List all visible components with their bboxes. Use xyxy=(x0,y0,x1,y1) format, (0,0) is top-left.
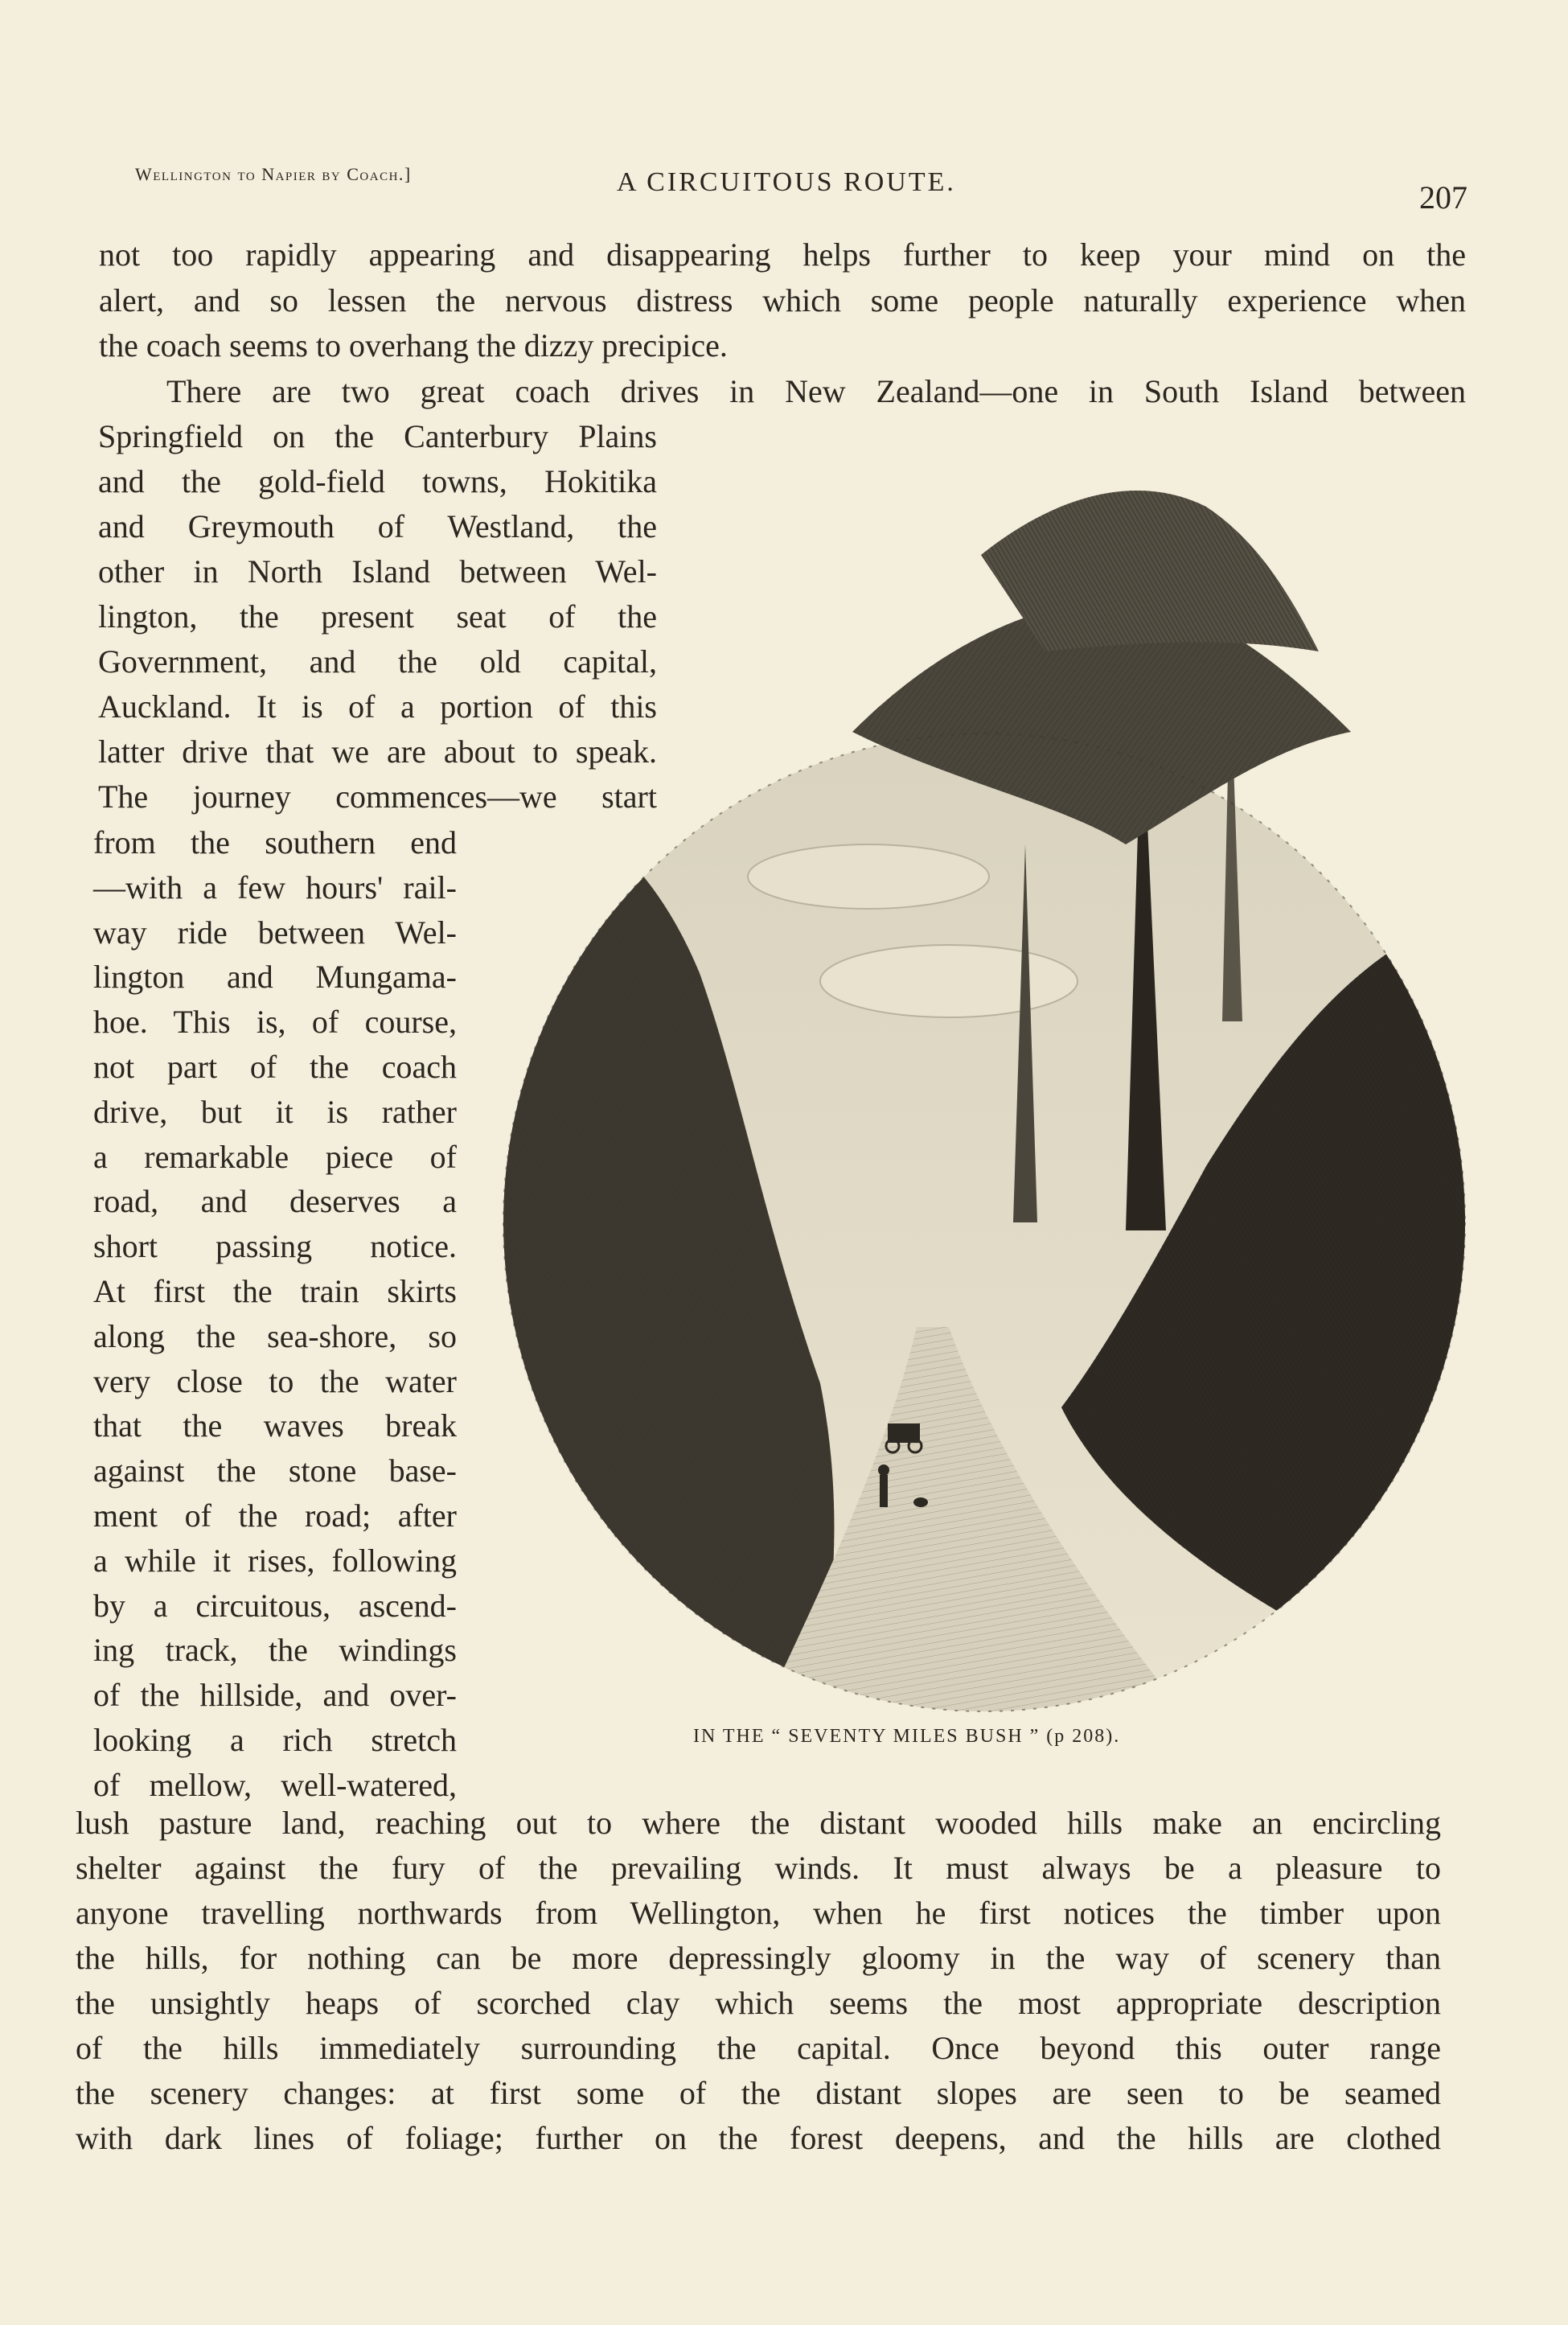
text-line: At first the train skirts xyxy=(93,1273,457,1309)
engraving-forest-road xyxy=(499,458,1480,1761)
text-line: by a circuitous, ascend- xyxy=(93,1587,457,1624)
text-line: against the stone base- xyxy=(93,1452,457,1489)
text-line: short passing notice. xyxy=(93,1228,457,1265)
running-head-chapter: Wellington to Napier by Coach.] xyxy=(135,164,412,184)
text-line: alert, and so lessen the nervous distress which some people naturally experience when xyxy=(99,281,1466,318)
text-line: latter drive that we are about to speak. xyxy=(98,733,657,770)
text-line: anyone travelling northwards from Wellington, when he first notices the timber upon xyxy=(76,1895,1441,1931)
text-line: ment of the road; after xyxy=(93,1497,457,1534)
text-line: the hills, for nothing can be more depressingly gloomy in the way of scenery than xyxy=(76,1940,1441,1976)
text-line: The journey commences—we start xyxy=(98,778,657,815)
text-line: from the southern end xyxy=(93,824,457,861)
text-line: lington, the present seat of the xyxy=(98,598,657,635)
text-line: that the waves break xyxy=(93,1407,457,1444)
text-line: the coach seems to overhang the dizzy precipice. xyxy=(99,327,728,364)
text-line: a remarkable piece of xyxy=(93,1138,457,1175)
text-line: looking a rich stretch xyxy=(93,1722,457,1758)
text-line: other in North Island between Wel- xyxy=(98,553,657,589)
text-line: lington and Mungama- xyxy=(93,959,457,996)
text-line: Auckland. It is of a portion of this xyxy=(98,688,657,725)
text-line: lush pasture land, reaching out to where the distant wooded hills make an encircling xyxy=(76,1805,1441,1841)
running-head xyxy=(133,158,1467,216)
text-line: shelter against the fury of the prevailing winds. It must always be a pleasure to xyxy=(76,1850,1441,1886)
text-line: ing track, the windings xyxy=(93,1632,457,1669)
text-line: of the hills immediately surrounding the capital. Once beyond this outer range xyxy=(76,2030,1441,2066)
text-line: Government, and the old capital, xyxy=(98,643,657,680)
text-line: —with a few hours' rail- xyxy=(93,869,457,906)
text-line: hoe. This is, of course, xyxy=(93,1004,457,1041)
figure-caption: IN THE “ SEVENTY MILES BUSH ” (p 208). xyxy=(693,1726,1121,1747)
text-line: with dark lines of foliage; further on the forest deepens, and the hills are clothed xyxy=(76,2120,1441,2156)
text-line: There are two great coach drives in New Zealand—one in South Island between xyxy=(166,372,1466,409)
text-line: of mellow, well-watered, xyxy=(93,1766,457,1803)
text-line: not part of the coach xyxy=(93,1049,457,1085)
text-line: of the hillside, and over- xyxy=(93,1677,457,1714)
running-head-title: A CIRCUITOUS ROUTE. xyxy=(617,167,956,197)
text-line: drive, but it is rather xyxy=(93,1093,457,1130)
text-line: Springfield on the Canterbury Plains xyxy=(98,418,657,454)
text-line: not too rapidly appearing and disappearing helps further to keep your mind on the xyxy=(99,236,1466,273)
text-line: the scenery changes: at first some of the distant slopes are seen to be seamed xyxy=(76,2075,1441,2111)
text-line: and the gold-field towns, Hokitika xyxy=(98,463,657,499)
text-line: and Greymouth of Westland, the xyxy=(98,508,657,544)
text-line: a while it rises, following xyxy=(93,1542,457,1579)
text-line: way ride between Wel- xyxy=(93,914,457,951)
page-number: 207 xyxy=(1419,179,1467,216)
text-line: the unsightly heaps of scorched clay which seems the most appropriate description xyxy=(76,1985,1441,2021)
text-line: very close to the water xyxy=(93,1362,457,1399)
text-line: along the sea-shore, so xyxy=(93,1317,457,1354)
text-line: road, and deserves a xyxy=(93,1183,457,1220)
